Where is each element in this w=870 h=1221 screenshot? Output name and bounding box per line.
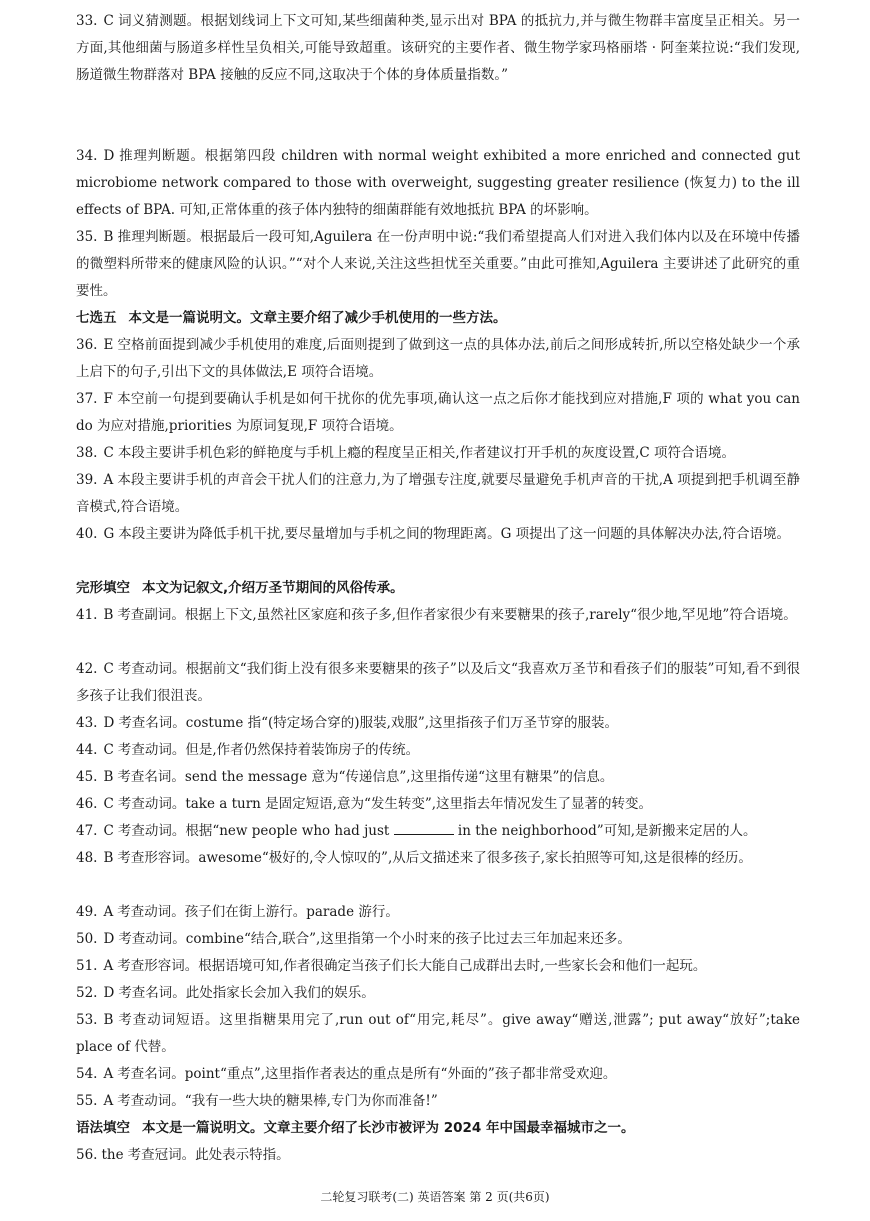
item-answer: A (103, 904, 114, 920)
item-answer: B (103, 607, 114, 623)
answer-item-53 (76, 1007, 800, 1061)
item-explanation: 本空前一句提到要确认手机是如何干扰你的优先事项,确认这一点之后你才能找到应对措施,F 项的 what you can do 为应对措施,priorities 为原词复现,F 项符合语境。 (76, 391, 800, 434)
item-explanation: 考查名词。point“重点”,这里指作者表达的重点是所有“外面的”孩子都非常受欢迎。 (117, 1066, 617, 1082)
answer-item-43 (76, 710, 800, 737)
item-explanation: 考查名词。send the message 意为“传递信息”,这里指传递“这里有糖果”的信息。 (117, 769, 614, 785)
item-answer: C (103, 13, 114, 29)
item-answer: B (103, 229, 114, 245)
section-header-seven-choose-five (76, 305, 800, 332)
item-number: 38. (76, 445, 98, 461)
answer-item-49 (76, 899, 800, 926)
answer-item-44 (76, 737, 800, 764)
item-explanation: 考查冠词。此处表示特指。 (127, 1147, 290, 1163)
item-answer: A (103, 1066, 114, 1082)
item-number: 49. (76, 904, 98, 920)
item-explanation: 考查动词。孩子们在街上游行。parade 游行。 (117, 904, 399, 920)
answer-item-51 (76, 953, 800, 980)
item-number: 51. (76, 958, 98, 974)
answer-item-37 (76, 386, 800, 440)
item-answer: F (103, 391, 113, 407)
item-explanation: 考查动词。但是,作者仍然保持着装饰房子的传统。 (117, 742, 420, 758)
item-explanation: 词义猜测题。根据划线词上下文可知,某些细菌种类,显示出对 BPA 的抵抗力,并与微生物群丰富度呈正相关。另一方面,其他细菌与肠道多样性呈负相关,可能导致超重。该研究的主要作者、微生物学家玛格丽塔 · 阿奎莱拉说:“我们发现,肠道微生物群落对 BPA 接触的反应不同,这取决于个体的身体质量指数。” (76, 13, 800, 83)
section-description: 本文是一篇说明文。文章主要介绍了减少手机使用的一些方法。 (128, 310, 507, 326)
answer-item-48 (76, 845, 800, 872)
answer-item-54 (76, 1061, 800, 1088)
item-answer: A (103, 958, 114, 974)
answer-item-34 (76, 143, 800, 224)
item-answer: the (101, 1147, 124, 1163)
item-answer: C (103, 445, 114, 461)
item-number: 40. (76, 526, 98, 542)
item-number: 42. (76, 661, 98, 677)
item-number: 41. (76, 607, 98, 623)
item-explanation: 考查形容词。根据语境可知,作者很确定当孩子们长大能自己成群出去时,一些家长会和他们一起玩。 (117, 958, 707, 974)
section-header-cloze (76, 575, 800, 602)
item-answer: D (103, 985, 115, 1001)
item-explanation: 考查形容词。awesome“极好的,令人惊叹的”,从后文描述来了很多孩子,家长拍照等可知,这是很棒的经历。 (117, 850, 752, 866)
item-explanation: 考查名词。此处指家长会加入我们的娱乐。 (118, 985, 375, 1001)
answer-item-39 (76, 467, 800, 521)
page-footer: 二轮复习联考(二) 英语答案 第 2 页(共6页) (320, 1190, 550, 1204)
item-number: 45. (76, 769, 98, 785)
section-title: 语法填空 (76, 1120, 130, 1136)
item-number: 35. (76, 229, 98, 245)
item-number: 55. (76, 1093, 98, 1109)
answer-blank (394, 822, 454, 835)
item-answer: A (103, 1093, 114, 1109)
section-description: 本文为记叙文,介绍万圣节期间的风俗传承。 (142, 580, 404, 596)
item-explanation: 考查动词。“我有一些大块的糖果棒,专门为你而准备!” (117, 1093, 438, 1109)
item-number: 37. (76, 391, 98, 407)
answer-item-36 (76, 332, 800, 386)
item-number: 47. (76, 823, 98, 839)
item-answer: D (103, 148, 115, 164)
item-explanation: 考查动词。根据前文“我们街上没有很多来要糖果的孩子”以及后文“我喜欢万圣节和看孩子们的服装”可知,看不到很多孩子让我们很沮丧。 (76, 661, 800, 704)
item-number: 48. (76, 850, 98, 866)
item-answer: G (103, 526, 115, 542)
item-explanation: 考查动词。combine“结合,联合”,这里指第一个小时来的孩子比过去三年加起来还多。 (118, 931, 631, 947)
answer-item-33 (76, 8, 800, 89)
section-title: 七选五 (76, 310, 117, 326)
item-answer: C (103, 823, 114, 839)
item-explanation: 推理判断题。根据第四段 children with normal weight exhibited a more enriched and connected gut microbiome network compared to those with overweight, suggesting greater resilience (恢复力) to the ill effects of BPA. 可知,正常体重的孩子体内独特的细菌群能有效地抵抗 BPA 的坏影响。 (76, 148, 800, 218)
item-number: 52. (76, 985, 98, 1001)
item-number: 50. (76, 931, 98, 947)
item-answer: B (103, 1012, 114, 1028)
item-number: 39. (76, 472, 98, 488)
item-explanation-before-blank: 考查动词。根据“new people who had just (117, 823, 394, 839)
item-answer: B (103, 769, 114, 785)
answer-item-35 (76, 224, 800, 305)
item-explanation: 本段主要讲手机的声音会干扰人们的注意力,为了增强专注度,就要尽量避免手机声音的干扰,A 项提到把手机调至静音模式,符合语境。 (76, 472, 800, 515)
answer-item-42 (76, 656, 800, 710)
answer-item-46 (76, 791, 800, 818)
item-number: 54. (76, 1066, 98, 1082)
item-answer: C (103, 661, 114, 677)
answer-item-52 (76, 980, 800, 1007)
item-answer: D (103, 715, 115, 731)
item-number: 43. (76, 715, 98, 731)
item-number: 44. (76, 742, 98, 758)
answer-item-38 (76, 440, 800, 467)
item-answer: D (103, 931, 115, 947)
item-explanation: 空格前面提到减少手机使用的难度,后面则提到了做到这一点的具体办法,前后之间形成转折,所以空格处缺少一个承上启下的句子,引出下文的具体做法,E 项符合语境。 (76, 337, 800, 380)
item-number: 53. (76, 1012, 98, 1028)
answer-item-40 (76, 521, 800, 548)
item-number: 46. (76, 796, 98, 812)
item-answer: B (103, 850, 114, 866)
item-explanation: 考查副词。根据上下文,虽然社区家庭和孩子多,但作者家很少有来要糖果的孩子,rarely“很少地,罕见地”符合语境。 (117, 607, 797, 623)
item-explanation: 推理判断题。根据最后一段可知,Aguilera 在一份声明中说:“我们希望提高人们对进入我们体内以及在环境中传播的微塑料所带来的健康风险的认识。”“对个人来说,关注这些担忧至关重要。”由此可推知,Aguilera 主要讲述了此研究的重要性。 (76, 229, 800, 299)
answer-item-41 (76, 602, 800, 629)
item-explanation: 考查动词。take a turn 是固定短语,意为“发生转变”,这里指去年情况发生了显著的转变。 (117, 796, 653, 812)
section-description: 本文是一篇说明文。文章主要介绍了长沙市被评为 2024 年中国最幸福城市之一。 (142, 1120, 635, 1136)
item-answer: E (103, 337, 114, 353)
section-title: 完形填空 (76, 580, 130, 596)
answer-item-45 (76, 764, 800, 791)
answer-item-50 (76, 926, 800, 953)
item-explanation: 本段主要讲手机色彩的鲜艳度与手机上瘾的程度呈正相关,作者建议打开手机的灰度设置,C 项符合语境。 (117, 445, 736, 461)
item-explanation: 本段主要讲为降低手机干扰,要尽量增加与手机之间的物理距离。G 项提出了这一问题的具体解决办法,符合语境。 (118, 526, 790, 542)
item-number: 36. (76, 337, 98, 353)
section-header-grammar-fill (76, 1115, 800, 1142)
item-answer: C (103, 742, 114, 758)
answer-item-55 (76, 1088, 800, 1115)
item-number: 33. (76, 13, 98, 29)
answer-item-56 (76, 1142, 800, 1169)
item-answer: A (103, 472, 114, 488)
answer-item-47 (76, 818, 800, 845)
item-number: 56. (76, 1147, 98, 1163)
item-explanation: 考查名词。costume 指“(特定场合穿的)服装,戏服”,这里指孩子们万圣节穿的服装。 (118, 715, 619, 731)
item-explanation: 考查动词短语。这里指糖果用完了,run out of“用完,耗尽”。give away“赠送,泄露”; put away“放好”;take place of 代替。 (76, 1012, 800, 1055)
item-number: 34. (76, 148, 98, 164)
item-answer: C (103, 796, 114, 812)
item-explanation-after-blank: in the neighborhood”可知,是新搬来定居的人。 (453, 823, 757, 839)
